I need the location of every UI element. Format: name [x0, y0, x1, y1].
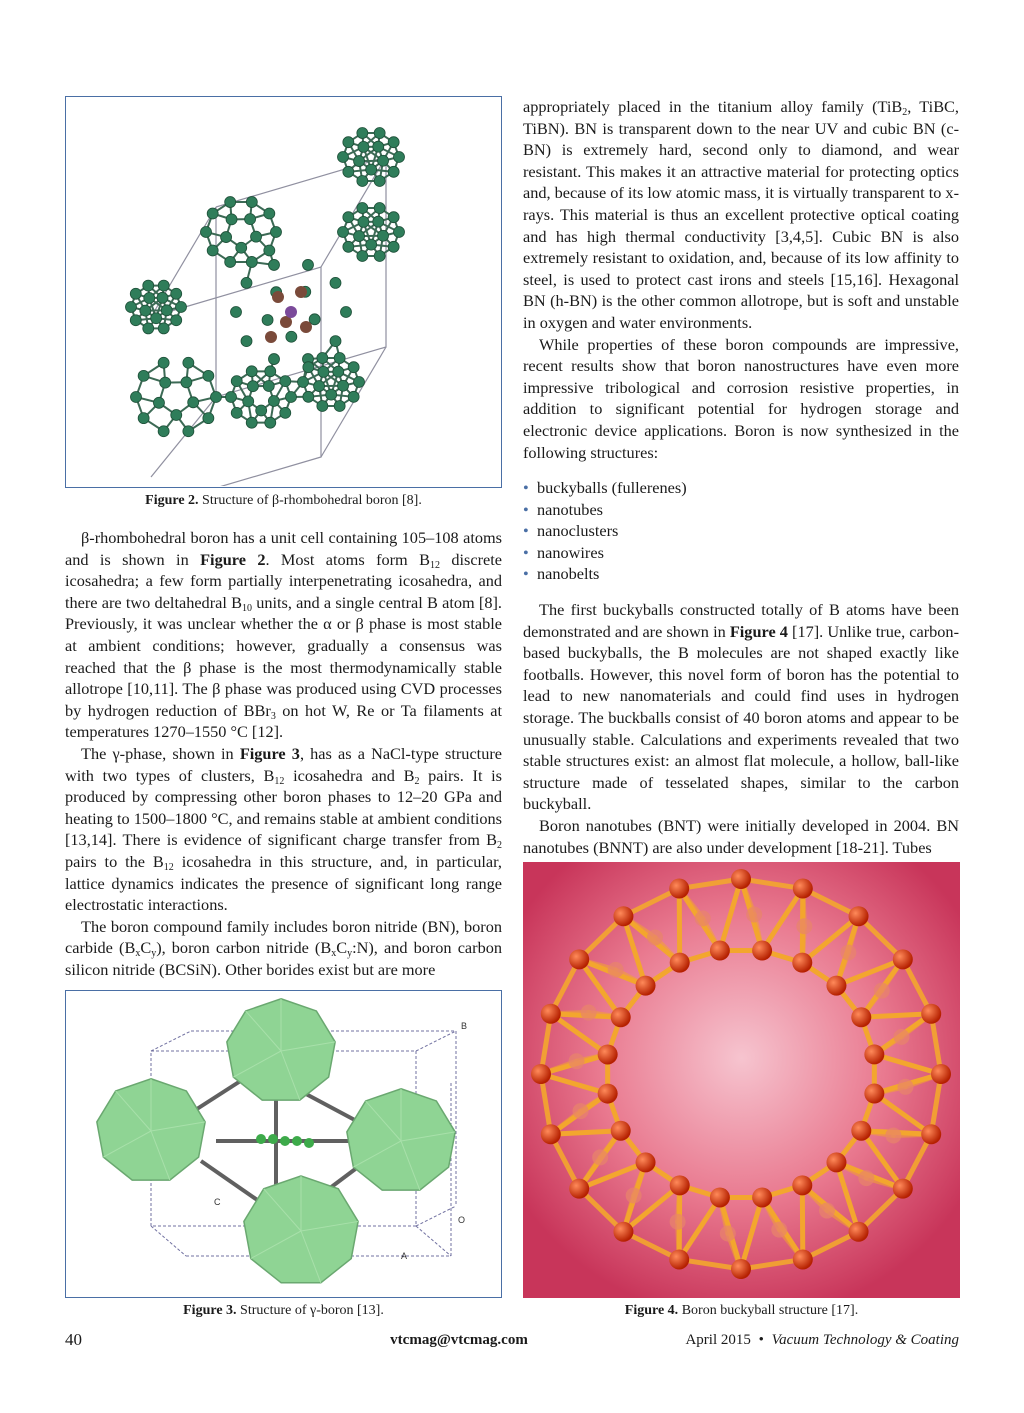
figure-2-caption — [65, 492, 502, 510]
figure-2-image — [65, 96, 502, 488]
figure-2-text: Structure of β-rhombohedral boron [8]. — [198, 493, 422, 508]
list-item: • nanotubes — [523, 499, 604, 519]
right-paragraph-1: appropriately placed in the titanium alloy family (TiB$_2$, TiBC, TiBN). BN is transparent down to the near UV and cubic BN (c-BN) is extremely hard, second only to diamond, and wear resistant. This makes it an attractive material for protecting optics and, because of its low atomic mass, it is virtually transparent to x-rays. This material is thus an excellent protective optical coating and has high thermal conductivity [3,4,5]. Cubic BN is also extremely resistant to oxidation, and, because of its low affinity to steel, is used to protect cast irons and steels [15,16]. Hexagonal BN (h-BN) is the other common allotrope, but is soft and unstable in oxygen and water environments. — [523, 97, 959, 332]
beta-boron-structure — [66, 97, 500, 486]
right-paragraph-2: While properties of these boron compounds are impressive, recent results show that boron nanostructures have even more impressive tribological and corrosion resistive properties, in addition to significant potential for hydrogen storage and electronic device applications. Boron is now synthesized in the following structures: — [523, 334, 959, 462]
axis-label-b: B — [461, 1021, 468, 1031]
figure-4-text: Boron buckyball structure [17]. — [678, 1303, 859, 1318]
right-paragraph-3: The first buckyballs constructed totally of B atoms have been demonstrated and are shown in Figure 4 [17]. Unlike true, carbon-based buckyballs, the B molecules are not shaped exactly like footballs. However, this novel form of boron has the potential to lead to new nanomaterials and could find uses in hydrogen storage. The buckballs consist of 40 boron atoms and appear to be unusually stable. Calculations and experiments revealed that two stable structures exist: an almost flat molecule, a hollow, ball-like structure made of tesselated shapes, similar to the carbon buckyball. — [523, 600, 959, 814]
right-column — [523, 96, 959, 858]
figure-3-image — [65, 990, 502, 1298]
structure-list — [523, 477, 959, 585]
boron-buckyball-structure — [523, 862, 960, 1298]
page-number: 40 — [65, 1330, 82, 1349]
footer-email[interactable]: vtcmag@vtcmag.com — [390, 1332, 528, 1348]
figure-4-reference[interactable]: Figure 4 — [729, 621, 788, 641]
figure-2-reference[interactable]: Figure 2 — [200, 549, 266, 569]
figure-3-text: Structure of γ-boron [13]. — [236, 1303, 384, 1318]
left-column — [65, 527, 502, 980]
axis-label-a: A — [401, 1251, 408, 1261]
figure-4-caption — [523, 1302, 960, 1320]
axis-label-c: C — [214, 1197, 221, 1207]
left-paragraph-2: The γ-phase, shown in Figure 3, has as a NaCl-type structure with two types of clusters, $B_{12}$ icosahedra and $B_2$ pairs. It is produced by compressing other boron phases to 12–20 GPa and heating to 1500–1800 °C, and remains stable at ambient conditions [13,14]. There is evidence of significant charge transfer from $B_2$ pairs to the $B_{12}$ icosahedra in this structure, and, in particular, lattice dynamics indicates the presence of significant long range electrostatic interactions. — [65, 743, 503, 915]
list-item: • nanobelts — [523, 564, 600, 584]
figure-3-reference[interactable]: Figure 3 — [239, 743, 300, 763]
journal-name: Vacuum Technology & Coating — [771, 1332, 959, 1348]
list-item: • nanoclusters — [523, 521, 619, 541]
axis-label-o: O — [458, 1215, 466, 1225]
left-paragraph-1: β-rhombohedral boron has a unit cell containing 105–108 atoms and is shown in Figure 2. Most atoms form $B_{12}$ discrete icosahedra; a few form partially interpenetrating icosahedra, and there are two deltahedral $B_{10}$ units, and a single central B atom [8]. Previously, it was unclear whether the α or β phase is most stable at ambient conditions; however, gradually a consensus was reached that the β phase is the most thermodynamically stable allotrope [10,11]. The β phase was produced using CVD processes by hydrogen reduction of BBr$_3$ on hot W, Re or Ta filaments at temperatures 1270–1550 °C [12]. — [65, 528, 502, 742]
gamma-boron-structure — [66, 991, 500, 1296]
right-paragraph-4: Boron nanotubes (BNT) were initially developed in 2004. BN nanotubes (BNNT) are also under development [18-21]. Tubes — [523, 816, 959, 857]
footer-separator: • — [758, 1332, 764, 1348]
figure-3-caption — [65, 1302, 502, 1320]
figure-4-label: Figure 4. — [624, 1303, 679, 1318]
figure-4-image — [523, 862, 960, 1298]
figure-3-label: Figure 3. — [183, 1303, 237, 1318]
figure-2-label: Figure 2. — [145, 493, 199, 508]
issue-date: April 2015 — [685, 1332, 751, 1348]
list-item: • nanowires — [523, 542, 604, 562]
left-paragraph-3: The boron compound family includes boron nitride (BN), boron carbide $(B_xC_y)$, boron carbon nitride $(B_xC_y:N)$, and boron carbon silicon nitride (BCSiN). Other borides exist but are more — [65, 916, 502, 979]
list-item: • buckyballs (fullerenes) — [523, 478, 687, 498]
footer-issue — [685, 1332, 959, 1349]
